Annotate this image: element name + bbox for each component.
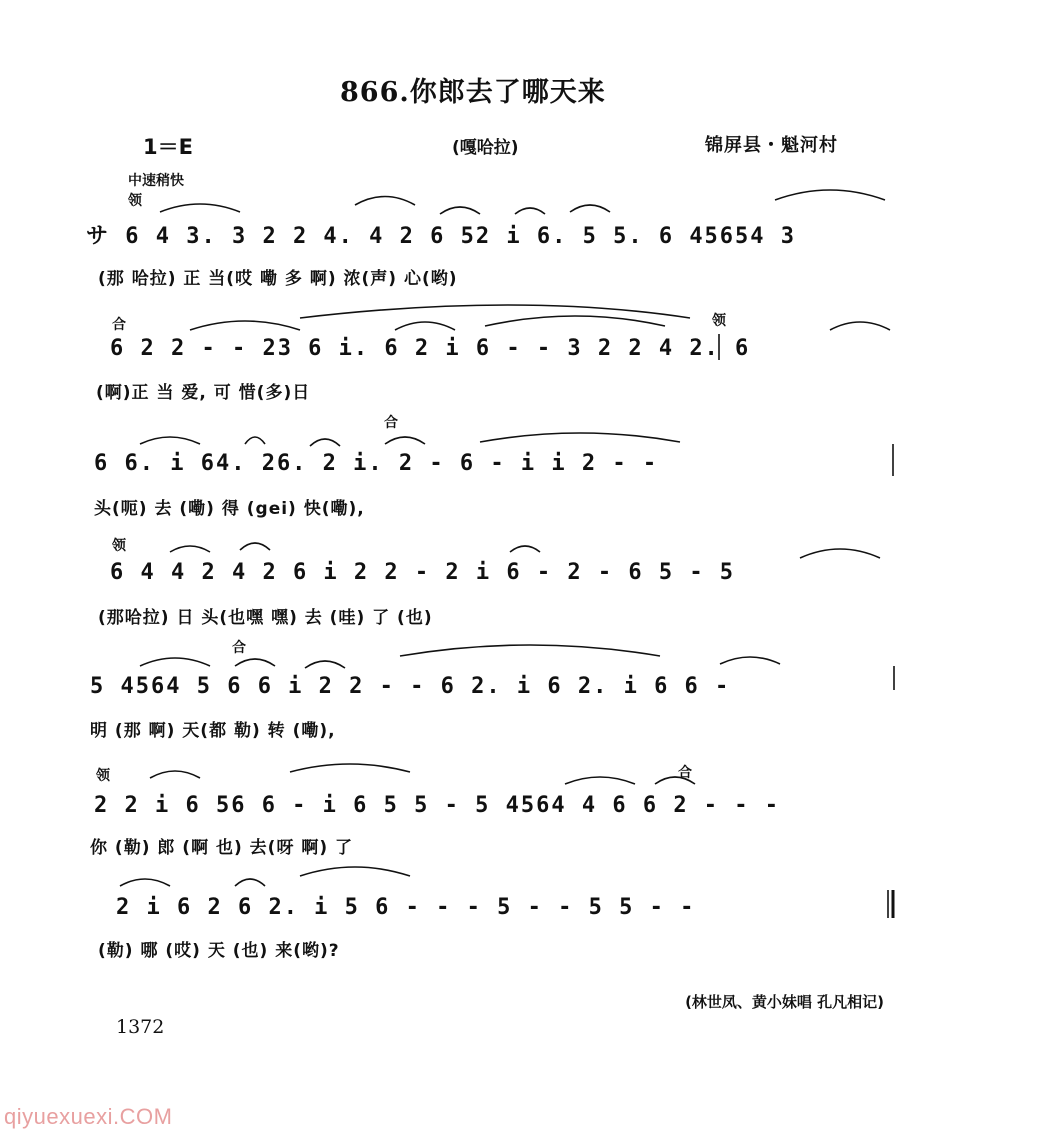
slur (160, 204, 240, 212)
origin-place: 锦屏县・魁河村 (705, 135, 838, 156)
slur (300, 305, 690, 318)
lyric-row: 头(呃) 去 (嘞) 得 (gei) 快(嘞), (94, 499, 365, 519)
slur (140, 658, 210, 666)
key-signature: 1＝E (143, 135, 193, 159)
slur (565, 777, 635, 784)
lyric-row: (啊)正 当 爱, 可 惜(多)日 (96, 383, 311, 403)
lyric-row: 你 (勒) 郎 (啊 也) 去(呀 啊) 了 (90, 838, 354, 858)
watermark: qiyuexuexi.COM (4, 1104, 173, 1129)
slur (570, 205, 610, 212)
chorus-marker: 合 (678, 765, 692, 781)
chorus-marker: 合 (112, 317, 126, 333)
notation-row: 6 4 4 2 4 2 6 i 2 2 - 2 i 6 - 2 - 6 5 - 5 (110, 560, 736, 585)
slur (720, 657, 780, 664)
slur (310, 439, 340, 446)
slur (480, 433, 680, 442)
chorus-marker: 合 (384, 415, 398, 431)
slur (655, 777, 695, 784)
slur (515, 208, 545, 214)
lead-marker: 领 (712, 313, 726, 329)
slur (775, 190, 885, 200)
tempo-marking: 中速稍快 (128, 173, 184, 189)
slur (120, 879, 170, 886)
slur (140, 437, 200, 444)
slur (240, 543, 270, 550)
lead-marker: 领 (128, 193, 142, 209)
lyric-row: (那哈拉) 日 头(也嘿 嘿) 去 (哇) 了 (也) (98, 608, 433, 628)
slur (150, 771, 200, 778)
slur (395, 322, 455, 330)
slur (235, 879, 265, 886)
slur (245, 437, 265, 444)
slur (190, 321, 300, 330)
slur (830, 322, 890, 330)
slur (485, 316, 665, 326)
notation-row: 6 6. i 64. 26. 2 i. 2 - 6 - i i 2 - - (94, 451, 659, 476)
slur (510, 546, 540, 552)
slur (400, 645, 660, 656)
slur (170, 546, 210, 552)
genre-label: (嘎哈拉) (452, 138, 519, 158)
lyric-row: (那 哈拉) 正 当(哎 嘞 多 啊) 浓(声) 心(哟) (98, 269, 458, 289)
lead-marker: 领 (112, 538, 126, 554)
page-number: 1372 (116, 1016, 165, 1038)
slur (440, 207, 480, 214)
song-title: 866.你郎去了哪天来 (340, 77, 606, 108)
chorus-marker: 合 (232, 640, 246, 656)
notation-row: 5 4564 5 6 6 i 2 2 - - 6 2. i 6 2. i 6 6 - (90, 674, 731, 699)
slur (235, 659, 275, 666)
notation-row: サ 6 4 3. 3 2 2 4. 4 2 6 52 i 6. 5 5. 6 45654 3 (86, 224, 797, 249)
lyric-row: (勒) 哪 (哎) 天 (也) 来(哟)? (98, 941, 340, 961)
slur (385, 437, 425, 444)
notation-row: 2 2 i 6 56 6 - i 6 5 5 - 5 4564 4 6 6 2 - - - (94, 793, 781, 818)
slur (355, 197, 415, 206)
slur (290, 764, 410, 772)
notation-row: 6 2 2 - - 23 6 i. 6 2 i 6 - - 3 2 2 4 2. 6 (110, 336, 751, 361)
lyric-row: 明 (那 啊) 天(都 勒) 转 (嘞), (90, 721, 336, 741)
lead-marker: 领 (96, 768, 110, 784)
slur (305, 661, 345, 668)
slur (300, 867, 410, 876)
performer-credit: (林世凤、黄小妹唱 孔凡相记) (685, 993, 884, 1011)
notation-row: 2 i 6 2 6 2. i 5 6 - - - 5 - - 5 5 - - (116, 895, 696, 920)
slur (800, 549, 880, 558)
